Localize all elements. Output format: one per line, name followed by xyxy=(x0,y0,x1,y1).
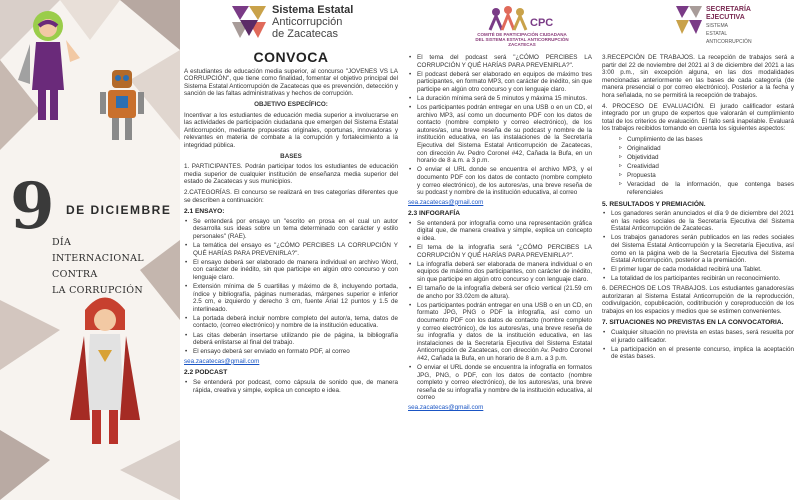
list-item: • El tema de la infografía será "¿CÓMO PERCIBES LA CORRUPCIÓN Y QUÉ HARÍAS PARA PREVENIRLA?". xyxy=(408,244,592,259)
cpc-subtitle-2: DEL SISTEMA ESTATAL ANTICORRUPCIÓN xyxy=(475,37,569,42)
list-item: ▹ Objetividad xyxy=(618,154,794,162)
results-list xyxy=(602,210,794,283)
essay-title: 2.1 ENSAYO: xyxy=(184,208,225,216)
sej-logo-icon xyxy=(676,6,702,36)
podcast-list-start xyxy=(184,379,398,394)
sej-line-5: ANTICORRUPCIÓN xyxy=(706,39,752,45)
logo-sistema-estatal xyxy=(232,4,353,40)
sej-logo-text xyxy=(706,6,752,46)
sej-line-4: ESTATAL xyxy=(706,31,728,37)
list-item: • Cualquier situación no prevista en estas bases, será resuelta por el jurado calificador. xyxy=(602,329,794,344)
ses-line-3: de Zacatecas xyxy=(272,28,339,40)
list-item: ▹ Originalidad xyxy=(618,145,794,153)
essay-list xyxy=(184,218,398,356)
ses-line-1: Sistema Estatal xyxy=(272,4,354,16)
list-item: • El ensayo deberá ser elaborado de manera individual en archivo Word, con carácter de inédito, sin que participe en algún otro concurso y con lenguaje claro. xyxy=(184,259,398,282)
list-item: • La infografía deberá ser elaborada de manera individual o en equipos de máximo dos participantes, con carácter de inédito, sin que participe en algún otro concurso y con lenguaje claro. xyxy=(408,261,592,284)
list-item: ▹ Creatividad xyxy=(618,163,794,171)
rights-paragraph: 6. DERECHOS DE LOS TRABAJOS. Los estudiantes ganadores/as autorizaran al Sistema Estatal Anticorrupción de la reproducción, codivulgación, copublicación, coditribución y coreproducción de los trabajos en los espacios y medios que se estimen convenientes. xyxy=(602,285,794,315)
list-item: • El podcast deberá ser elaborado en equipos de máximo tres participantes, en formato MP3, con carácter de inédito, sin que participe en algún otro concurso y con lenguaje claro. xyxy=(408,71,592,94)
list-item: • Se entenderá por podcast, como cápsula de sonido que, de manera rápida, creativa y simple, explica un concepto e idea. xyxy=(184,379,398,394)
logo-cpc xyxy=(462,6,582,47)
day-title-line: DÍA xyxy=(52,237,72,248)
podcast-email-link[interactable]: sea.zacatecas@gmail.com xyxy=(408,198,484,206)
essay-email-link[interactable]: sea.zacatecas@gmail.com xyxy=(184,357,260,365)
podcast-title: 2.2 PODCAST xyxy=(184,369,228,377)
day-number: 9 xyxy=(10,169,55,244)
infographic-title: 2.3 INFOGRAFÍA xyxy=(408,210,461,218)
podcast-list xyxy=(408,54,592,197)
list-item: • Los trabajos ganadores serán publicados en las redes sociales del Sistema Estatal Anticorrupción y la Secretaría Ejecutiva, así como en la página web de la Secretaría Ejecutiva del Sistema Estatal Anticorrupción, posterior a la premiación. xyxy=(602,234,794,264)
reception-paragraph: 3.RECEPCIÓN DE TRABAJOS. La recepción de trabajos será a partir del 22 de noviembre del 2021 al 3 de diciembre del 2021 a las 3:00 p.m., sin excepción alguna, en las dos modalidades mencionadas anteriormente en las bases de cada categoría (de manera presencial o por correo electrónico). Posterior a la fecha y hora señalada, no se permitirá la recepción de trabajos. xyxy=(602,54,794,99)
cpc-letters: CPC xyxy=(530,17,554,29)
sej-line-2: EJECUTIVA xyxy=(706,14,745,21)
unforeseen-title: 7. SITUACIONES NO PREVISTAS EN LA CONVOCATORIA. xyxy=(602,319,784,327)
day-title-line: CONTRA xyxy=(52,269,98,280)
ses-line-2: Anticorrupción xyxy=(272,16,343,28)
bases-title: BASES xyxy=(280,152,302,160)
intro-paragraph: A estudiantes de educación media superior, al concurso "JOVENES VS LA CORRUPCIÓN", que tiene como finalidad, fomentar el objetivo principal del Sistema Estatal Anticorrupción de Zacatecas que es prevención, detección y sanción de las faltas administrativas y hechos de corrupción. xyxy=(184,67,398,98)
list-item: ▹ Veracidad de la información, que contenga bases referenciales xyxy=(618,181,794,196)
list-item: • La participación en el presente concurso, implica la aceptación de estas bases. xyxy=(602,346,794,361)
logo-secretaria-ejecutiva xyxy=(676,6,752,46)
list-item: • Los participantes podrán entregar en una USB o en un CD, el archivo MP3, así como un documento PDF con los datos de contacto (nombre completo y correo electrónico), de los autores/as, una breve reseña de su podcast y nombre de la institución educativa, en las instalaciones de la Secretaría Ejecutiva del Sistema Estatal Anticorrupción de Zacatecas, con dirección Av. Pedro Coronel #42, Cañada la Bufa, en un horario de 8 a.m. a 3 p.m. xyxy=(408,104,592,165)
red-hero-illustration xyxy=(70,298,140,445)
sej-line-3: SISTEMA xyxy=(706,23,728,29)
evaluation-paragraph: 4. PROCESO DE EVALUACIÓN. El jurado calificador estará integrado por un grupo de expertos que valorarán el cumplimiento total de los criterios de evaluación. El fallo será inapelable. Evaluará los trabajos recibidos tomando en cuenta los siguientes aspectos: xyxy=(602,102,794,133)
list-item: • La portada deberá incluir nombre completo del autor/a, tema, datos de contacto, (correo electrónico) y nombre de la institución educativa. xyxy=(184,315,398,330)
column-1 xyxy=(184,49,398,396)
cpc-state: ZACATECAS xyxy=(508,42,536,47)
list-item: • La temática del ensayo es "¿CÓMO PERCIBES LA CORRUPCIÓN Y QUÉ HARÍAS PARA PREVENIRLA?". xyxy=(184,242,398,257)
page-title: CONVOCA xyxy=(253,49,329,65)
objective-paragraph: Incentivar a los estudiantes de educación media superior a involucrarse en las actividades de participación ciudadana que emergen del Sistema Estatal Anticorrupción, mediante propuestas originales, oportunas, innovadoras y relevantes en materia de combate a la corrupción y fortalecimiento a la integridad pública. xyxy=(184,111,398,149)
day-title-line: INTERNACIONAL xyxy=(52,253,144,264)
list-item: ▹ Cumplimiento de las bases xyxy=(618,136,794,144)
criteria-list xyxy=(602,136,794,197)
list-item: • Se entenderá por infografía como una representación gráfica digital que, de manera creativa y simple, explica un concepto e idea. xyxy=(408,220,592,243)
cpc-logo-icon xyxy=(482,6,562,32)
unforeseen-list xyxy=(602,329,794,361)
objective-title: OBJETIVO ESPECÍFICO: xyxy=(254,100,328,108)
cpc-subtitle: COMITÉ DE PARTICIPACIÓN CIUDADANA xyxy=(477,32,567,37)
ses-logo-icon xyxy=(232,6,266,38)
base-categories: 2.CATEGORÍAS. El concurso se realizará en tres categorías diferentes que se describen a continuación: xyxy=(184,188,398,204)
decorative-band xyxy=(0,0,180,500)
list-item: • El primer lugar de cada modalidad recibirá una Tablet. xyxy=(602,266,794,274)
day-title xyxy=(52,235,144,299)
sej-line-1: SECRETARÍA xyxy=(706,6,751,13)
list-item: • Los ganadores serán anunciados el día 9 de diciembre del 2021 en las redes sociales de la Secretaría Ejecutiva del Sistema Estatal Anticorrupción de Zacatecas. xyxy=(602,210,794,233)
base-participants: 1. PARTICIPANTES. Podrán participar todos los estudiantes de educación media superior de cualquier institución de enseñanza media superior del estado de Zacatecas y sus municipios. xyxy=(184,163,398,186)
results-title: 5. RESULTADOS Y PREMIACIÓN. xyxy=(602,200,706,208)
list-item: • El tema del podcast será "¿CÓMO PERCIBES LA CORRUPCIÓN Y QUÉ HARÍAS PARA PREVENIRLA?". xyxy=(408,54,592,69)
list-item: • El tamaño de la infografía deberá ser oficio vertical (21.59 cm de ancho por 33.02cm de altura). xyxy=(408,285,592,300)
list-item: ▹ Propuesta xyxy=(618,172,794,180)
infographic-email-link[interactable]: sea.zacatecas@gmail.com xyxy=(408,404,484,412)
list-item: • Los participantes podrán entregar en una USB o en un CD, en formato JPG, PNG o PDF la infografía, así como un documento PDF con los datos de contacto (nombre completo y correo electrónico), de los autores/as, una breve reseña de su infografía y datos de la institución educativa, en las instalaciones de la Secretaría Ejecutiva del Sistema Estatal Anticorrupción de Zacatecas, con dirección Av. Pedro Coronel #42, Cañada la Bufa, en un horario de 8 a.m. a 3 p.m. xyxy=(408,302,592,363)
month-label: DE DICIEMBRE xyxy=(66,203,172,217)
list-item: • La duración mínima será de 5 minutos y máxima 15 minutos. xyxy=(408,95,592,103)
list-item: • Extensión mínima de 5 cuartillas y máximo de 8, incluyendo portada, índice y bibliografía, páginas numeradas, márgenes superior e inferior 2.5 cm, e izquierdo y derecho 3 cm, fuente Arial 12 puntos y 1.5 de interlineado. xyxy=(184,283,398,313)
ses-logo-text xyxy=(272,4,353,40)
infographic-list xyxy=(408,220,592,402)
list-item: • Se entenderá por ensayo un "escrito en prosa en el cual un autor desarrolla sus ideas sobre un tema determinado con carácter y estilo personales" (RAE). xyxy=(184,218,398,241)
list-item: • O enviar el URL donde se encuentra la infografía en formatos JPG, PNG, o PDF, con los datos de contacto (nombre completo y correo electrónico), de los autores/as, una breve reseña de su infografía y nombre de la institución educativa, al correo xyxy=(408,364,592,402)
list-item: • La totalidad de los participantes recibirán un reconocimiento. xyxy=(602,275,794,283)
list-item: • El ensayo deberá ser enviado en formato PDF, al correo xyxy=(184,348,398,356)
column-3 xyxy=(602,54,794,363)
column-2 xyxy=(408,54,592,415)
list-item: • O enviar el URL donde se encuentra el archivo MP3, y el documento PDF con los datos de contacto (nombre completo y correo electrónico), de los autores/as, una breve reseña de su podcast y nombre de la institución educativa, al correo xyxy=(408,166,592,196)
day-title-line: LA CORRUPCIÓN xyxy=(52,285,143,296)
list-item: • Las citas deberán insertarse utilizando pie de página, la bibliografía deberá enlistarse al final del trabajo. xyxy=(184,332,398,347)
